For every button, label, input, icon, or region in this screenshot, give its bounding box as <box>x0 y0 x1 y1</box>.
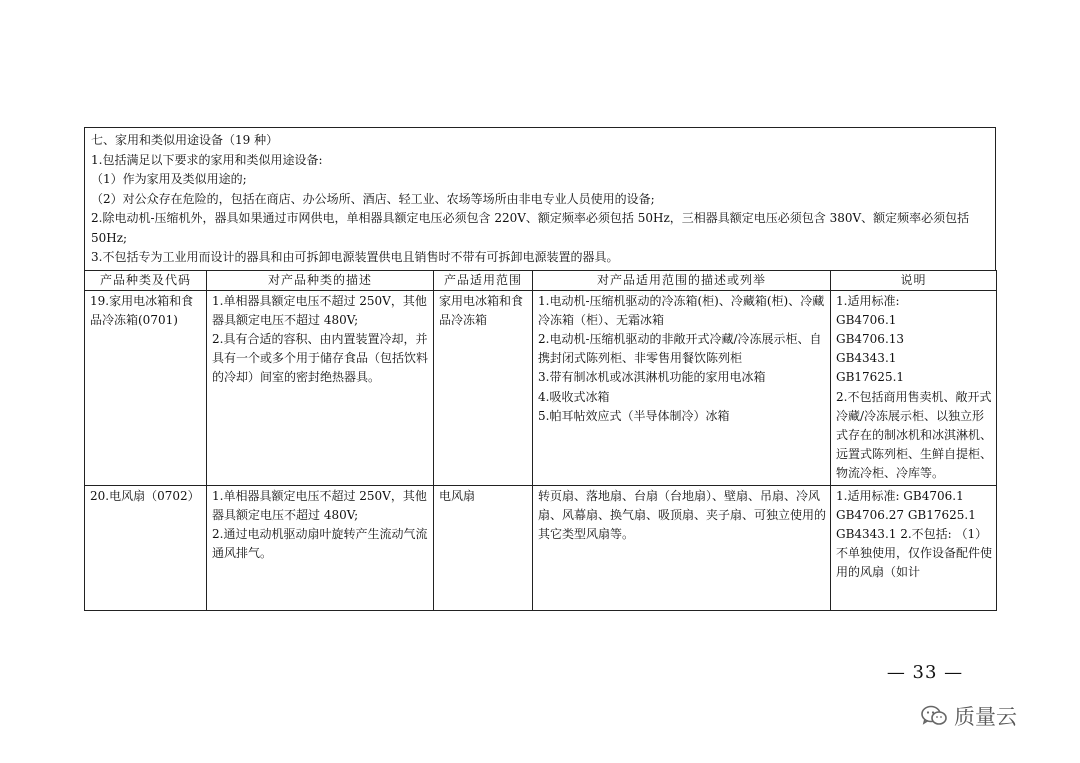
intro-line-3: （2）对公众存在危险的，包括在商店、办公场所、酒店、轻工业、农场等场所由非电专业人员使用的设备; <box>91 191 655 206</box>
table-row <box>85 290 997 485</box>
cell-notes: 1.适用标准: GB4706.1 GB4706.27 GB17625.1 GB4343.1 2.不包括: （1）不单独使用，仅作设备配件使用的风扇（如计 <box>836 488 993 580</box>
header-notes: 说明 <box>831 270 997 290</box>
section-intro <box>84 127 996 270</box>
table-header-row <box>85 270 997 290</box>
cell-description: 1.单相器具额定电压不超过 250V，其他器具额定电压不超过 480V; 2.通过电动机驱动扇叶旋转产生流动气流通风排气。 <box>207 485 434 610</box>
header-category: 产品种类及代码 <box>85 270 207 290</box>
wechat-icon <box>920 704 948 728</box>
page-number: — 33 — <box>886 662 964 683</box>
intro-line-2: （1）作为家用及类似用途的; <box>91 172 247 186</box>
watermark <box>920 702 1017 730</box>
cell-scope-detail: 转页扇、落地扇、台扇（台地扇）、壁扇、吊扇、冷风扇、风幕扇、换气扇、吸顶扇、夹子扇、可独立使用的其它类型风扇等。 <box>533 485 831 610</box>
watermark-text: 质量云 <box>954 705 1017 729</box>
intro-line-5: 3.不包括专为工业用而设计的器具和由可拆卸电源装置供电且销售时不带有可拆卸电源装置的器具。 <box>91 250 619 264</box>
cell-category: 19.家用电冰箱和食品冷冻箱(0701) <box>85 290 207 485</box>
cell-category: 20.电风扇（0702） <box>85 485 207 610</box>
header-description: 对产品种类的描述 <box>207 270 434 290</box>
cell-description: 1.单相器具额定电压不超过 250V，其他器具额定电压不超过 480V; 2.具有合适的容积、由内置装置冷却，并具有一个或多个用于储存食品（包括饮料的冷却）间室的密封绝热器具。 <box>207 290 434 485</box>
document-sheet <box>84 127 996 611</box>
cell-scope-detail: 1.电动机-压缩机驱动的冷冻箱(柜)、冷藏箱(柜)、冷藏冷冻箱（柜）、无霜冰箱 2.电动机-压缩机驱动的非敞开式冷藏/冷冻展示柜、自携封闭式陈列柜、非零售用餐饮陈列柜 3.带有制冰机或冰淇淋机功能的家用电冰箱 4.吸收式冰箱 5.帕耳帖效应式（半导体制冷）冰箱 <box>533 290 831 485</box>
header-scope: 产品适用范围 <box>434 270 533 290</box>
cell-notes: 1.适用标准: GB4706.1 GB4706.13 GB4343.1 GB17625.1 2.不包括商用售卖机、敞开式冷藏/冷冻展示柜、以独立形式存在的制冰机和冰淇淋机、远置式陈列柜、生鲜自提柜、物流冷柜、冷库等。 <box>831 290 997 485</box>
intro-line-1: 1.包括满足以下要求的家用和类似用途设备: <box>91 152 323 167</box>
section-title: 七、家用和类似用途设备（19 种） <box>91 133 279 147</box>
cell-notes-wrap <box>831 485 997 610</box>
header-scope-detail: 对产品适用范围的描述或列举 <box>533 270 831 290</box>
intro-line-4: 2.除电动机-压缩机外，器具如果通过市网供电，单相器具额定电压必须包含 220V、额定频率必须包括 50Hz，三相器具额定电压必须包含 380V、额定频率必须包括 50Hz; <box>91 211 970 245</box>
cell-scope: 家用电冰箱和食品冷冻箱 <box>434 290 533 485</box>
table-row <box>85 485 997 610</box>
cell-scope: 电风扇 <box>434 485 533 610</box>
product-table <box>84 270 997 611</box>
